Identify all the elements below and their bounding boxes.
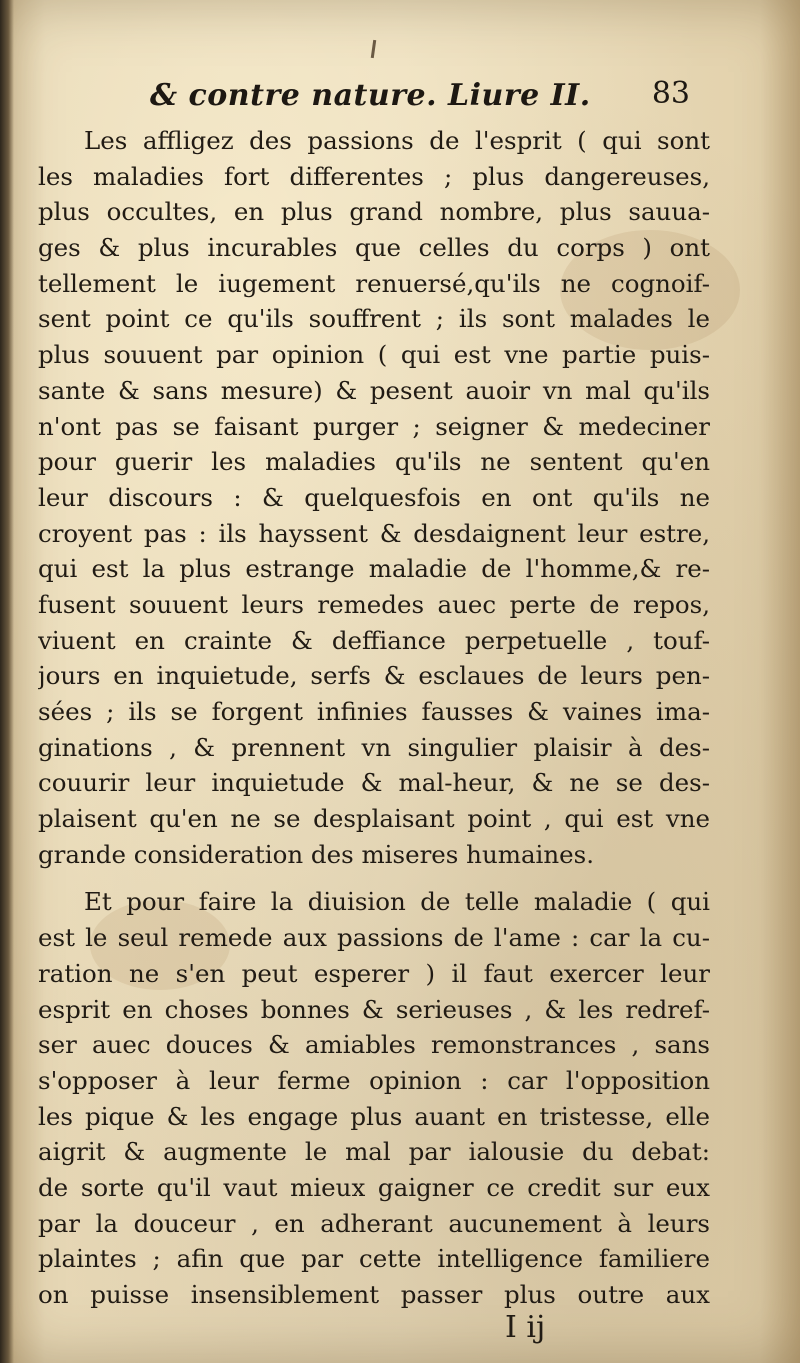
text-line: s'opposer à leur ferme opinion : car l'opposition <box>38 1065 710 1095</box>
paragraph-2 <box>38 884 710 1312</box>
text-line: ginations , & prennent vn singulier plaisir à des- <box>38 732 710 762</box>
text-line: plus souuent par opinion ( qui est vne partie puis- <box>38 340 710 370</box>
text-line: croyent pas : ils hayssent & desdaignent leur estre, <box>38 518 710 548</box>
signature-mark: I ij <box>505 1310 546 1345</box>
running-head-title: & contre nature. Liure II. <box>150 78 591 113</box>
text-line: de sorte qu'il vaut mieux gaigner ce credit sur eux <box>38 1172 710 1202</box>
text-line: esprit en choses bonnes & serieuses , & les redref- <box>38 994 710 1024</box>
text-line: qui est la plus estrange maladie de l'homme,& re- <box>38 554 710 584</box>
text-line: plus occultes, en plus grand nombre, plus sauua- <box>38 197 710 227</box>
text-line: pour guerir les maladies qu'ils ne sentent qu'en <box>38 447 710 477</box>
text-line: sante & sans mesure) & pesent auoir vn mal qu'ils <box>38 375 710 405</box>
page-number: 83 <box>651 76 690 111</box>
text-line: viuent en crainte & deffiance perpetuelle , touf- <box>38 625 710 655</box>
text-line: sées ; ils se forgent infinies fausses & vaines ima- <box>38 697 710 726</box>
text-line: aigrit & augmente le mal par ialousie du debat: <box>38 1137 710 1167</box>
text-line: Les affligez des passions de l'esprit ( qui sont <box>84 126 710 155</box>
text-line: ration ne s'en peut esperer ) il faut exercer leur <box>38 958 710 988</box>
ink-mark <box>371 40 376 58</box>
paragraph-1 <box>38 123 710 872</box>
text-line: les maladies fort differentes ; plus dangereuses, <box>38 161 710 191</box>
text-line: sent point ce qu'ils souffrent ; ils sont malades le <box>38 304 710 334</box>
text-line: Et pour faire la diuision de telle maladie ( qui <box>84 887 710 917</box>
text-line: n'ont pas se faisant purger ; seigner & medeciner <box>38 411 710 441</box>
text-line: est le seul remede aux passions de l'ame : car la cu- <box>38 923 710 953</box>
text-line: jours en inquietude, serfs & esclaues de leurs pen- <box>38 661 710 691</box>
page-gutter <box>0 0 14 1363</box>
text-line: fusent souuent leurs remedes auec perte de repos, <box>38 589 710 619</box>
text-line: plaisent qu'en ne se desplaisant point , qui est vne <box>38 804 710 834</box>
running-head <box>150 74 690 120</box>
text-line: couurir leur inquietude & mal-heur, & ne se des- <box>38 768 710 798</box>
text-line: par la douceur , en adherant aucunement à leurs <box>38 1208 710 1238</box>
body-text <box>38 123 710 1313</box>
text-line: tellement le iugement renuersé,qu'ils ne cognoif- <box>38 268 710 298</box>
text-line: grande consideration des miseres humaines. <box>38 839 595 869</box>
text-line: les pique & les engage plus auant en tristesse, elle <box>38 1101 710 1131</box>
text-line: plaintes ; afin que par cette intelligence familiere <box>38 1244 710 1274</box>
text-line: leur discours : & quelquesfois en ont qu'ils ne <box>38 482 710 512</box>
text-line: on puisse insensiblement passer plus outre aux <box>38 1280 710 1309</box>
text-line: ges & plus incurables que celles du corps ) ont <box>38 233 710 263</box>
text-line: ser auec douces & amiables remonstrances , sans <box>38 1030 710 1060</box>
